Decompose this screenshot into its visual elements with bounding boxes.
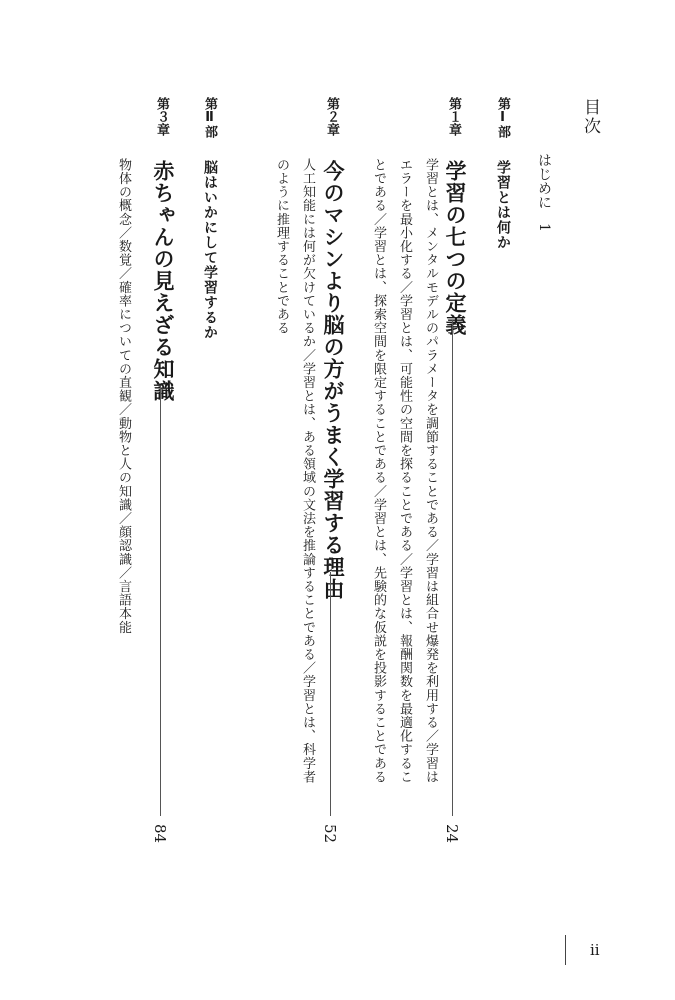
ch2-leader-line [330,572,331,816]
part1-title[interactable]: 学習とは何か [495,160,511,250]
intro-label: はじめに [536,153,552,209]
toc-title: 目次 [580,98,600,136]
ch3-desc-line-1: 物体の概念／数覚／確率についての直観／動物と人の知識／顔認識／言語本能 [116,158,131,634]
part2-title[interactable]: 脳はいかにして学習するか [202,160,218,340]
ch2-desc-line-2: のように推理することである [274,158,289,335]
ch3-description [110,158,136,634]
ch3-page-number: 84 [151,824,169,844]
ch1-leader-line [452,320,453,816]
ch2-label: 第２章 [324,97,339,136]
ch2-desc-line-1: 人工知能には何が欠けているか／学習とは、ある領域の文法を推論することである／学習とは、科学者 [300,158,315,784]
ch1-label: 第１章 [446,97,461,136]
intro-page-number: 1 [536,223,552,232]
ch1-page-number: 24 [443,824,461,844]
ch2-page-number: 52 [321,824,339,844]
ch1-desc-line-1: 学習とは、メンタルモデルのパラメータを調節することである／学習は組合せ爆発を利用する／学習は [423,158,438,784]
ch3-label: 第３章 [154,97,169,136]
part1-label: 第Ⅰ部 [495,97,510,138]
ch1-description [365,158,443,784]
ch1-desc-line-2: エラーを最小化する／学習とは、可能性の空間を探ることである／学習とは、報酬関数を最適化するこ [397,158,412,784]
ch2-description [268,158,320,784]
toc-entry-intro[interactable] [534,153,554,232]
ch3-leader-line [160,386,161,816]
ch1-desc-line-3: とである／学習とは、探索空間を限定することである／学習とは、先験的な仮説を投影することである [371,158,386,784]
footer-separator [565,935,566,965]
part2-label: 第Ⅱ部 [202,97,217,138]
ch1-title[interactable]: 学習の七つの定義 [443,160,467,336]
ch3-title[interactable]: 赤ちゃんの見えざる知識 [151,160,175,402]
page-folio: ii [590,941,600,959]
ch2-title[interactable]: 今のマシンより脳の方がうまく学習する理由 [321,160,345,600]
